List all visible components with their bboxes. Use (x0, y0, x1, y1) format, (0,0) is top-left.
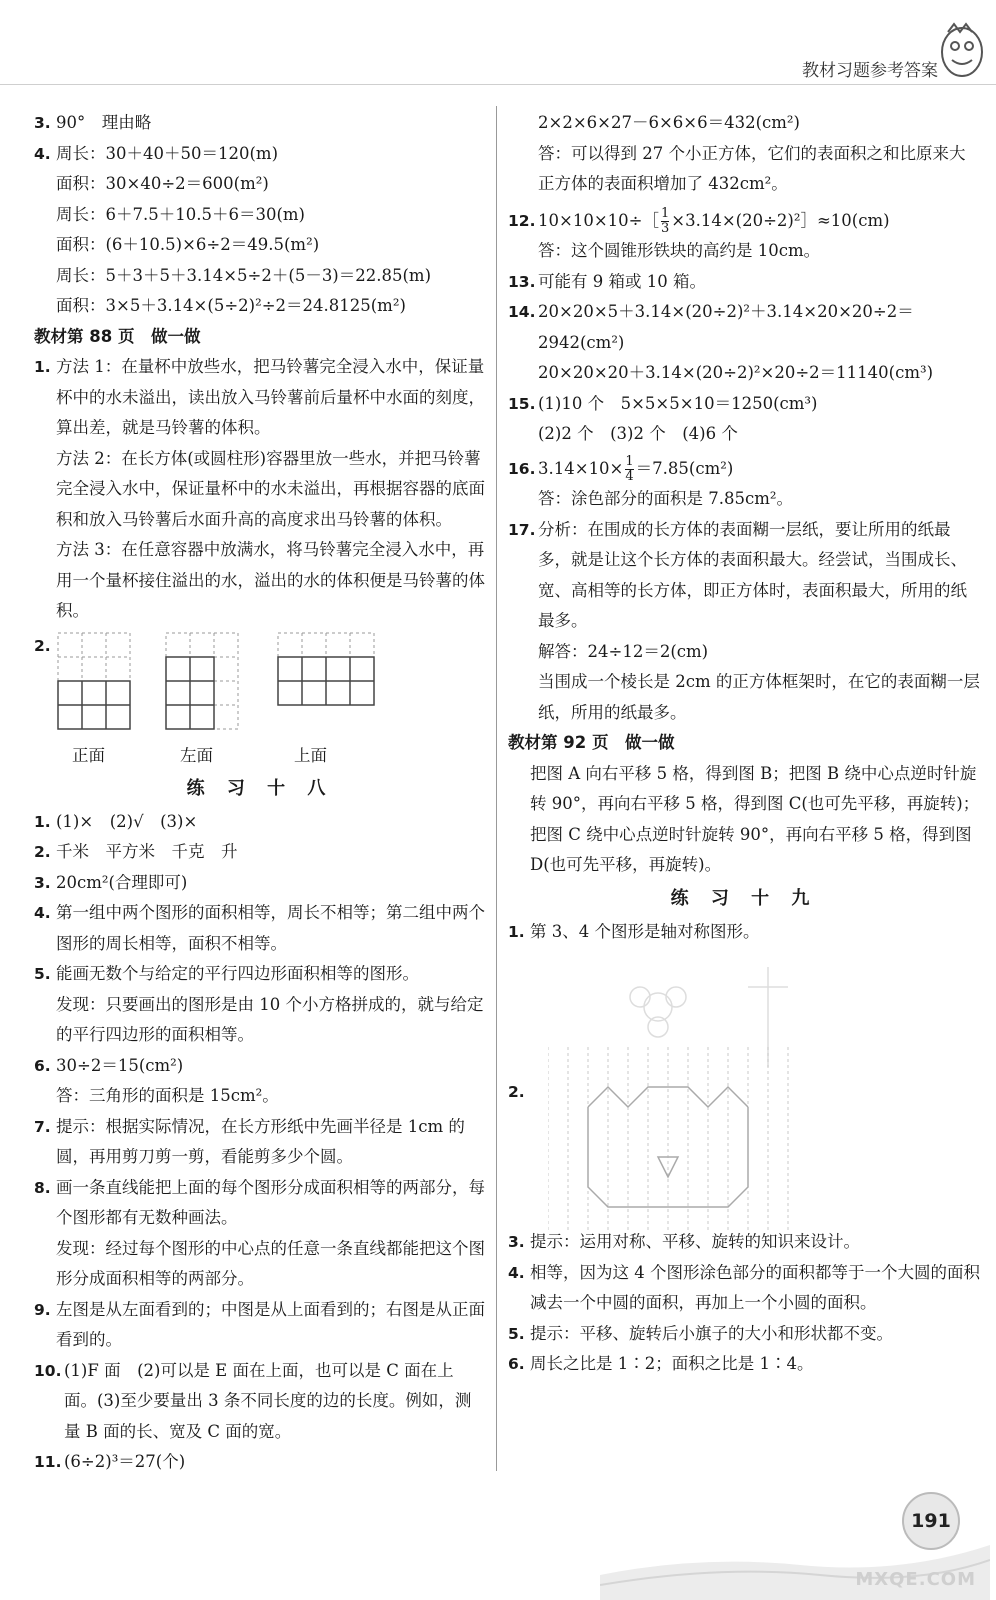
e18-item: 9. 左图是从左面看到的；中图是从上面看到的；右图是从正面看到的。 (34, 1299, 485, 1349)
mascot-icon (938, 22, 986, 80)
pattern-grid (548, 1047, 808, 1237)
left-view-figure (164, 631, 254, 731)
question-15: 15. (1)10 个 5×5×5×10＝1250(cm³) (2)2 个 (3)2 个 (4)6 个 (508, 393, 818, 443)
e18-item: 3. 20cm²(合理即可) (34, 872, 188, 892)
exercise-19-title: 练 习 十 九 (670, 887, 818, 909)
right-column: 2×2×6×27－6×6×6＝432(cm²) 答：可以得到 27 个小正方体，它们的表面积之和比原来大正方体的表面积增加了 432cm²。 12. 10×10×10÷［ $\frac{1}{3}$ ×3.14×(20÷2)²］≈10(cm) 答：这个圆锥形铁块的高约是 10cm。 13. 可能有 9 箱或 10 箱。 14. 20×20×5＋3.14×(20÷2)²＋3.14×20×20÷2＝ 2942(cm²) 20×20×20＋3.14×(20÷2)²×20÷2＝11140(cm³) 15. (1)10 个 5×5×5×10＝1250(cm³) (2)2 个 (3)2 个 (4)6 个 16. 3.14×10× $\frac{1}{4}$ ＝7.85(cm²) 答：涂色部分的面积是 7.85cm²。 17. 分析：在围成的长方体的表面糊一层纸，要让所用的纸最多，就是让这个长方体的表面积最大。经尝试，当围成长、宽、高相等的长方体，即正方体时，表面积最大，所用的纸最多。 解答：24÷12＝2(cm) 当围成一个棱长是 2cm 的正方体框架时，在它的表面糊一层纸，所用的纸最多。 教材第 92 页 做一做 把图 A 向右平移 5 格，得到图 B；把图 B 绕中心点逆时针旋转 90°，再向右平移 5 格，得到图 C(也可先平移，再旋转)；把图 C 绕中心点逆时针旋转 90°，再向右平移 5 格，得到图 D(也可先平移，再旋转)。 练 习 十 九 1. 第 3、4 个图形是轴对称图形。 2. 3. 提示：运用对称、平移、旋转的知识来设计。 4. 相等，因为这 4 个图形涂色部分的面积都等于一个大圆的面积减去一个中圆的面积，再加上一个小圆的面积。 5. 提示：平移、旋转后小旗子的大小和形状都不变。 6. 周长之比是 1∶2；面积之比是 1∶4。 (508, 108, 980, 1380)
e18-item: 6. 30÷2＝15(cm²) (34, 1055, 184, 1075)
e18-item: 2. 千米 平方米 千克 升 (34, 842, 238, 861)
e18-item: 发现：只要画出的图形是由 10 个小方格拼成的，就与给定的平行四边形的面积相等。 (56, 994, 484, 1044)
watermark: MXQE.COM (855, 1569, 976, 1590)
view-grids (56, 631, 486, 741)
q11-answer: 答：可以得到 27 个小正方体，它们的表面积之和比原来大正方体的表面积增加了 432cm²。 (538, 143, 966, 193)
question-17: 17. 分析：在围成的长方体的表面糊一层纸，要让所用的纸最多，就是让这个长方体的表面积最大。经尝试，当围成长、宽、高相等的长方体，即正方体时，表面积最大，所用的纸最多。 解答：24÷12＝2(cm) 当围成一个棱长是 2cm 的正方体框架时，在它的表面糊一层纸，所用的纸最多。 (508, 519, 980, 722)
q11-continued: 2×2×6×27－6×6×6＝432(cm²) (538, 113, 800, 132)
e19-item: 6. 周长之比是 1∶2；面积之比是 1∶4。 (508, 1354, 814, 1373)
section-heading-p88: 教材第 88 页 做一做 (34, 326, 201, 346)
fraction: $\frac{1}{4}$ (625, 453, 634, 484)
e19-item: 1. 第 3、4 个图形是轴对称图形。 (508, 921, 760, 941)
question-3: 3. 90° 理由略 (34, 113, 152, 132)
left-column (34, 108, 486, 1478)
question-4: 4. 周长：30＋40＋50＝120(m) 面积：30×40÷2＝600(m²) 周长：6＋7.5＋10.5＋6＝30(m) 面积：(6＋10.5)×6÷2＝49.5(m²) 周长：5＋3＋5＋3.14×5÷2＋(5－3)＝22.85(m) 面积：3×5＋3.14×(5÷2)²÷2＝24.8125(m²) (34, 143, 432, 315)
e18-item: 7. 提示：根据实际情况，在长方形纸中先画半径是 1cm 的圆，再用剪刀剪一剪，看能剪多少个圆。 (34, 1116, 465, 1166)
e18-item: 答：三角形的面积是 15cm²。 (56, 1086, 279, 1105)
header-divider (0, 84, 996, 85)
e19-item: 3. 提示：运用对称、平移、旋转的知识来设计。 (508, 1232, 860, 1251)
design-grid-figure (508, 1047, 980, 1227)
header-title: 教材习题参考答案 (802, 61, 938, 81)
section-heading-p92: 教材第 92 页 做一做 (508, 733, 675, 752)
p88-question-1: 1. 方法 1：在量杯中放些水，把马铃薯完全浸入水中，保证量杯中的水未溢出，读出放入马铃薯前后量杯中水面的刻度，算出差，就是马铃薯的体积。 方法 2：在长方体(或圆柱形)容器里放一些水，并把马铃薯完全浸入水中，保证量杯中的水未溢出，再根据容器的底面积和放入马铃薯后水面升高的高度求出马铃薯的体积。 方法 3：在任意容器中放满水，将马铃薯完全浸入水中，再用一个量杯接住溢出的水，溢出的水的体积便是马铃薯的体积。 (34, 357, 485, 620)
p88-question-2: 2. 正面 左面 上面 (34, 631, 486, 771)
e18-item: 发现：经过每个图形的中心点的任意一条直线都能把这个图形分成面积相等的两部分。 (56, 1238, 485, 1288)
column-divider (496, 106, 497, 1471)
e19-item: 4. 相等，因为这 4 个图形涂色部分的面积都等于一个大圆的面积减去一个中圆的面积，再加上一个小圆的面积。 (508, 1262, 980, 1312)
top-view-figure (276, 631, 386, 731)
e18-item: 4. 第一组中两个图形的面积相等，周长不相等；第二组中两个图形的周长相等，面积不相等。 (34, 903, 485, 953)
question-12: 12. 10×10×10÷［ $\frac{1}{3}$ ×3.14×(20÷2)²］≈10(cm) 答：这个圆锥形铁块的高约是 10cm。 (508, 205, 890, 260)
front-view-figure (56, 631, 146, 731)
exercise-18-title: 练 习 十 八 (186, 777, 334, 799)
e18-item: 10. (1)F 面 (2)可以是 E 面在上面，也可以是 C 面在上面。(3)至少要量出 3 条不同长度的边的长度。例如，测量 B 面的长、宽及 C 面的宽。 (34, 1360, 472, 1441)
e19-item: 5. 提示：平移、旋转后小旗子的大小和形状都不变。 (508, 1323, 893, 1343)
label-front: 正面 (72, 745, 105, 765)
e18-item: 5. 能画无数个与给定的平行四边形面积相等的图形。 (34, 964, 419, 983)
view-labels (56, 741, 486, 771)
page-number: 191 (902, 1492, 960, 1550)
fraction: $\frac{1}{3}$ (660, 205, 670, 236)
question-14: 14. 20×20×5＋3.14×(20÷2)²＋3.14×20×20÷2＝ 2942(cm²) 20×20×20＋3.14×(20÷2)²×20÷2＝11140(cm³) (508, 302, 934, 382)
question-16: 16. 3.14×10× $\frac{1}{4}$ ＝7.85(cm²) 答：涂色部分的面积是 7.85cm²。 (508, 453, 793, 508)
question-13: 13. 可能有 9 箱或 10 箱。 (508, 271, 706, 291)
label-top: 上面 (294, 745, 327, 765)
e18-item: 11. (6÷2)³＝27(个) (34, 1452, 186, 1471)
e18-item: 8. 画一条直线能把上面的每个图形分成面积相等的两部分，每个图形都有无数种画法。 (34, 1177, 485, 1227)
label-left: 左面 (180, 745, 213, 765)
e18-item: 1. (1)× (2)√ (3)× (34, 811, 198, 831)
p92-answer: 把图 A 向右平移 5 格，得到图 B；把图 B 绕中心点逆时针旋转 90°，再向右平移 5 格，得到图 C(也可先平移，再旋转)；把图 C 绕中心点逆时针旋转 90°，再向右平移 5 格，得到图 D(也可先平移，再旋转)。 (530, 763, 980, 874)
